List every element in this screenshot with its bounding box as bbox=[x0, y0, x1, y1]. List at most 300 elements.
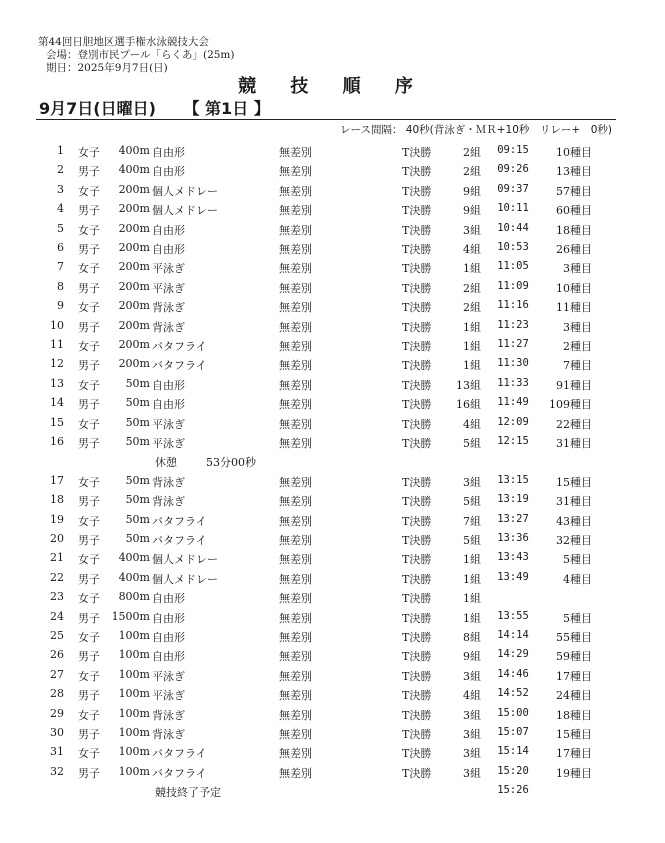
cell-dist: 100m bbox=[118, 629, 150, 642]
cell-event: 59種目 bbox=[556, 650, 592, 664]
day-header bbox=[39, 96, 292, 119]
break-duration: 53分00秒 bbox=[206, 456, 256, 470]
cell-event: 17種目 bbox=[556, 747, 592, 761]
cell-dist: 200m bbox=[118, 279, 150, 293]
cell-type: T決勝 bbox=[402, 262, 432, 276]
cell-class: 無差別 bbox=[279, 650, 312, 664]
cell-sex: 女子 bbox=[78, 301, 100, 315]
cell-type: T決勝 bbox=[402, 728, 432, 741]
cell-class: 無差別 bbox=[279, 534, 312, 547]
cell-event: 5種目 bbox=[563, 611, 592, 625]
cell-heats: 1組 bbox=[463, 572, 481, 586]
cell-time: 14:52 bbox=[497, 687, 529, 700]
cell-class: 無差別 bbox=[279, 708, 312, 722]
cell-heats: 3組 bbox=[463, 728, 481, 741]
table-row bbox=[0, 607, 665, 626]
cell-style: 自由形 bbox=[152, 223, 185, 237]
table-row bbox=[0, 335, 665, 354]
cell-no: 4 bbox=[57, 202, 64, 216]
cell-sex: 女子 bbox=[78, 631, 100, 644]
cell-event: 43種目 bbox=[556, 514, 592, 528]
table-row bbox=[0, 199, 665, 218]
cell-sex: 男子 bbox=[78, 243, 100, 256]
cell-no: 26 bbox=[50, 648, 64, 662]
cell-type: T決勝 bbox=[402, 320, 432, 334]
cell-dist: 100m bbox=[118, 726, 150, 739]
cell-type: T決勝 bbox=[402, 223, 432, 237]
race-interval-note: レース間隔： 40秒(背泳ぎ・ＭＲ+10秒 リレー+ 0秒) bbox=[339, 124, 612, 136]
cell-no: 30 bbox=[50, 726, 64, 739]
cell-class: 無差別 bbox=[279, 378, 312, 392]
cell-no: 7 bbox=[57, 260, 64, 274]
cell-no: 28 bbox=[50, 687, 64, 701]
cell-time: 11:33 bbox=[497, 376, 529, 389]
cell-sex: 女子 bbox=[78, 747, 100, 761]
cell-type: T決勝 bbox=[402, 340, 432, 353]
cell-time: 11:16 bbox=[497, 299, 529, 312]
cell-dist: 100m bbox=[118, 667, 150, 681]
cell-class: 無差別 bbox=[279, 728, 312, 741]
cell-heats: 9組 bbox=[463, 650, 481, 664]
cell-heats: 1組 bbox=[463, 262, 481, 276]
cell-time: 14:46 bbox=[497, 667, 529, 680]
cell-no: 12 bbox=[50, 357, 64, 371]
cell-class: 無差別 bbox=[279, 514, 312, 528]
end-row bbox=[0, 781, 665, 800]
cell-heats: 1組 bbox=[463, 592, 481, 606]
cell-style: 自由形 bbox=[152, 631, 185, 644]
cell-event: 10種目 bbox=[556, 146, 592, 159]
cell-no: 16 bbox=[50, 435, 64, 448]
cell-class: 無差別 bbox=[279, 592, 312, 606]
cell-type: T決勝 bbox=[402, 281, 432, 295]
cell-event: 31種目 bbox=[556, 495, 592, 509]
cell-sex: 男子 bbox=[78, 728, 100, 741]
cell-sex: 女子 bbox=[78, 475, 100, 489]
cell-no: 8 bbox=[57, 279, 64, 293]
cell-event: 55種目 bbox=[556, 631, 592, 644]
cell-time: 11:30 bbox=[497, 357, 529, 370]
cell-style: 平泳ぎ bbox=[152, 669, 185, 683]
day-label: 【 第1日 】 bbox=[183, 99, 270, 118]
cell-no: 15 bbox=[50, 415, 64, 429]
cell-event: 15種目 bbox=[556, 728, 592, 741]
cell-sex: 男子 bbox=[78, 766, 100, 780]
cell-sex: 女子 bbox=[78, 340, 100, 353]
cell-style: 背泳ぎ bbox=[152, 301, 185, 315]
table-row bbox=[0, 374, 665, 393]
cell-style: 自由形 bbox=[152, 243, 185, 256]
table-row bbox=[0, 742, 665, 761]
page-title: 競 技 順 序 bbox=[238, 76, 427, 97]
cell-type: T決勝 bbox=[402, 669, 432, 683]
cell-class: 無差別 bbox=[279, 611, 312, 625]
cell-heats: 2組 bbox=[463, 301, 481, 315]
cell-sex: 男子 bbox=[78, 204, 100, 218]
cell-event: 57種目 bbox=[556, 184, 592, 198]
cell-no: 31 bbox=[50, 745, 64, 759]
cell-heats: 3組 bbox=[463, 708, 481, 722]
cell-class: 無差別 bbox=[279, 631, 312, 644]
cell-class: 無差別 bbox=[279, 204, 312, 218]
cell-class: 無差別 bbox=[279, 398, 312, 412]
table-row bbox=[0, 548, 665, 567]
cell-sex: 女子 bbox=[78, 592, 100, 606]
cell-heats: 1組 bbox=[463, 359, 481, 373]
cell-sex: 男子 bbox=[78, 534, 100, 547]
cell-no: 20 bbox=[50, 532, 64, 545]
cell-dist: 200m bbox=[118, 318, 150, 332]
cell-dist: 400m bbox=[118, 144, 150, 157]
cell-style: 個人メドレー bbox=[152, 572, 218, 586]
cell-style: 個人メドレー bbox=[152, 204, 218, 218]
table-row bbox=[0, 277, 665, 296]
cell-event: 3種目 bbox=[563, 320, 592, 334]
cell-type: T決勝 bbox=[402, 553, 432, 567]
cell-dist: 200m bbox=[118, 202, 150, 216]
cell-no: 14 bbox=[50, 396, 64, 410]
cell-no: 25 bbox=[50, 629, 64, 642]
cell-time: 10:11 bbox=[497, 202, 529, 215]
cell-time: 09:26 bbox=[497, 163, 529, 176]
cell-class: 無差別 bbox=[279, 553, 312, 567]
cell-style: 自由形 bbox=[152, 378, 185, 392]
cell-style: バタフライ bbox=[152, 747, 207, 761]
cell-sex: 男子 bbox=[78, 437, 100, 450]
cell-heats: 4組 bbox=[463, 417, 481, 431]
cell-sex: 男子 bbox=[78, 689, 100, 703]
cell-style: 自由形 bbox=[152, 398, 185, 412]
cell-style: バタフライ bbox=[152, 359, 207, 373]
cell-sex: 女子 bbox=[78, 669, 100, 683]
table-row bbox=[0, 316, 665, 335]
cell-event: 2種目 bbox=[563, 340, 592, 353]
cell-time: 10:53 bbox=[497, 241, 529, 253]
cell-heats: 9組 bbox=[463, 204, 481, 218]
cell-event: 22種目 bbox=[556, 417, 592, 431]
cell-time: 11:27 bbox=[497, 338, 529, 350]
cell-dist: 50m bbox=[125, 493, 150, 507]
cell-heats: 1組 bbox=[463, 611, 481, 625]
cell-class: 無差別 bbox=[279, 320, 312, 334]
cell-event: 19種目 bbox=[556, 766, 592, 780]
cell-type: T決勝 bbox=[402, 495, 432, 509]
cell-class: 無差別 bbox=[279, 184, 312, 198]
cell-style: 自由形 bbox=[152, 611, 185, 625]
table-row bbox=[0, 568, 665, 587]
cell-heats: 3組 bbox=[463, 747, 481, 761]
cell-style: 個人メドレー bbox=[152, 553, 218, 567]
cell-time: 15:07 bbox=[497, 726, 529, 738]
cell-event: 3種目 bbox=[563, 262, 592, 276]
cell-no: 17 bbox=[50, 473, 64, 487]
cell-no: 3 bbox=[57, 182, 64, 196]
cell-class: 無差別 bbox=[279, 495, 312, 509]
cell-style: 平泳ぎ bbox=[152, 437, 185, 450]
cell-style: バタフライ bbox=[152, 534, 207, 547]
cell-time: 11:23 bbox=[497, 318, 529, 331]
cell-time: 09:15 bbox=[497, 144, 529, 156]
cell-no: 11 bbox=[50, 338, 64, 351]
table-row bbox=[0, 490, 665, 509]
cell-no: 27 bbox=[50, 667, 64, 681]
cell-heats: 13組 bbox=[456, 378, 481, 392]
table-row bbox=[0, 393, 665, 412]
cell-no: 5 bbox=[57, 221, 64, 235]
cell-event: 32種目 bbox=[556, 534, 592, 547]
table-row bbox=[0, 723, 665, 742]
cell-heats: 3組 bbox=[463, 223, 481, 237]
table-row bbox=[0, 180, 665, 199]
cell-heats: 1組 bbox=[463, 553, 481, 567]
cell-style: バタフライ bbox=[152, 514, 207, 528]
table-row bbox=[0, 762, 665, 781]
cell-style: 背泳ぎ bbox=[152, 728, 185, 741]
cell-event: 11種目 bbox=[556, 301, 592, 315]
cell-dist: 50m bbox=[125, 396, 150, 410]
header-rule bbox=[36, 119, 616, 120]
table-row bbox=[0, 219, 665, 238]
table-row bbox=[0, 684, 665, 703]
cell-heats: 5組 bbox=[463, 437, 481, 450]
cell-time: 11:09 bbox=[497, 279, 529, 292]
cell-dist: 100m bbox=[118, 687, 150, 701]
cell-type: T決勝 bbox=[402, 378, 432, 392]
cell-event: 13種目 bbox=[556, 165, 592, 179]
end-time: 15:26 bbox=[497, 784, 529, 797]
cell-dist: 200m bbox=[118, 299, 150, 313]
cell-style: 平泳ぎ bbox=[152, 281, 185, 295]
cell-sex: 女子 bbox=[78, 262, 100, 276]
cell-sex: 女子 bbox=[78, 553, 100, 567]
cell-time: 12:15 bbox=[497, 435, 529, 447]
cell-class: 無差別 bbox=[279, 243, 312, 256]
cell-dist: 100m bbox=[118, 764, 150, 778]
cell-time: 12:09 bbox=[497, 415, 529, 428]
cell-type: T決勝 bbox=[402, 243, 432, 256]
cell-event: 26種目 bbox=[556, 243, 592, 256]
cell-time: 11:49 bbox=[497, 396, 529, 409]
cell-dist: 50m bbox=[125, 473, 150, 487]
cell-class: 無差別 bbox=[279, 747, 312, 761]
cell-time: 14:29 bbox=[497, 648, 529, 661]
cell-class: 無差別 bbox=[279, 223, 312, 237]
cell-type: T決勝 bbox=[402, 611, 432, 625]
cell-sex: 女子 bbox=[78, 146, 100, 159]
cell-time: 13:43 bbox=[497, 551, 529, 564]
cell-sex: 男子 bbox=[78, 359, 100, 373]
cell-dist: 50m bbox=[125, 435, 150, 448]
cell-type: T決勝 bbox=[402, 184, 432, 198]
date-line: 期日：2025年9月7日(日) bbox=[46, 62, 168, 74]
cell-time: 11:05 bbox=[497, 260, 529, 273]
cell-sex: 男子 bbox=[78, 165, 100, 179]
cell-dist: 100m bbox=[118, 706, 150, 720]
cell-time: 13:15 bbox=[497, 473, 529, 486]
cell-dist: 100m bbox=[118, 745, 150, 759]
end-label: 競技終了予定 bbox=[155, 786, 221, 800]
cell-no: 18 bbox=[50, 493, 64, 507]
cell-class: 無差別 bbox=[279, 572, 312, 586]
cell-class: 無差別 bbox=[279, 165, 312, 179]
cell-no: 13 bbox=[50, 376, 64, 390]
cell-heats: 9組 bbox=[463, 184, 481, 198]
cell-type: T決勝 bbox=[402, 534, 432, 547]
cell-type: T決勝 bbox=[402, 398, 432, 412]
cell-event: 109種目 bbox=[549, 398, 592, 412]
cell-event: 10種目 bbox=[556, 281, 592, 295]
table-row bbox=[0, 529, 665, 548]
cell-dist: 400m bbox=[118, 551, 150, 565]
cell-heats: 1組 bbox=[463, 320, 481, 334]
cell-no: 10 bbox=[50, 318, 64, 332]
cell-type: T決勝 bbox=[402, 572, 432, 586]
cell-style: 背泳ぎ bbox=[152, 320, 185, 334]
cell-time: 15:20 bbox=[497, 764, 529, 777]
cell-no: 9 bbox=[57, 299, 64, 313]
cell-dist: 50m bbox=[125, 415, 150, 429]
cell-dist: 50m bbox=[125, 376, 150, 390]
cell-event: 91種目 bbox=[556, 378, 592, 392]
cell-heats: 5組 bbox=[463, 534, 481, 547]
cell-no: 22 bbox=[50, 570, 64, 584]
cell-class: 無差別 bbox=[279, 262, 312, 276]
cell-event: 4種目 bbox=[563, 572, 592, 586]
cell-class: 無差別 bbox=[279, 766, 312, 780]
cell-no: 6 bbox=[57, 241, 64, 254]
cell-type: T決勝 bbox=[402, 359, 432, 373]
cell-time: 13:55 bbox=[497, 609, 529, 622]
table-row bbox=[0, 354, 665, 373]
cell-no: 21 bbox=[50, 551, 64, 565]
cell-event: 15種目 bbox=[556, 475, 592, 489]
cell-heats: 7組 bbox=[463, 514, 481, 528]
cell-dist: 200m bbox=[118, 260, 150, 274]
cell-style: バタフライ bbox=[152, 766, 207, 780]
cell-dist: 200m bbox=[118, 182, 150, 196]
table-row bbox=[0, 141, 665, 160]
table-row bbox=[0, 665, 665, 684]
cell-heats: 1組 bbox=[463, 340, 481, 353]
cell-event: 18種目 bbox=[556, 223, 592, 237]
cell-style: 自由形 bbox=[152, 650, 185, 664]
cell-time: 15:14 bbox=[497, 745, 529, 758]
meet-title: 第44回日胆地区選手権水泳競技大会 bbox=[38, 36, 209, 48]
table-row bbox=[0, 257, 665, 276]
table-row bbox=[0, 471, 665, 490]
cell-dist: 200m bbox=[118, 241, 150, 254]
cell-dist: 1500m bbox=[111, 609, 150, 623]
cell-sex: 男子 bbox=[78, 650, 100, 664]
cell-sex: 女子 bbox=[78, 184, 100, 198]
cell-class: 無差別 bbox=[279, 689, 312, 703]
cell-dist: 400m bbox=[118, 163, 150, 177]
table-row bbox=[0, 296, 665, 315]
cell-time: 13:49 bbox=[497, 570, 529, 583]
table-row bbox=[0, 510, 665, 529]
cell-event: 60種目 bbox=[556, 204, 592, 218]
cell-sex: 男子 bbox=[78, 398, 100, 412]
cell-heats: 3組 bbox=[463, 669, 481, 683]
cell-heats: 16組 bbox=[456, 398, 481, 412]
cell-dist: 50m bbox=[125, 532, 150, 545]
table-row bbox=[0, 704, 665, 723]
cell-style: 背泳ぎ bbox=[152, 708, 185, 722]
cell-heats: 3組 bbox=[463, 766, 481, 780]
cell-style: 平泳ぎ bbox=[152, 689, 185, 703]
cell-event: 5種目 bbox=[563, 553, 592, 567]
cell-style: 平泳ぎ bbox=[152, 417, 185, 431]
cell-type: T決勝 bbox=[402, 146, 432, 159]
cell-no: 1 bbox=[57, 144, 64, 157]
cell-type: T決勝 bbox=[402, 747, 432, 761]
cell-event: 31種目 bbox=[556, 437, 592, 450]
cell-class: 無差別 bbox=[279, 301, 312, 315]
table-row bbox=[0, 238, 665, 257]
cell-type: T決勝 bbox=[402, 592, 432, 606]
table-row bbox=[0, 626, 665, 645]
cell-class: 無差別 bbox=[279, 281, 312, 295]
cell-style: 自由形 bbox=[152, 146, 185, 159]
cell-sex: 女子 bbox=[78, 417, 100, 431]
day-date: 9月7日(日曜日) bbox=[39, 99, 156, 118]
cell-class: 無差別 bbox=[279, 340, 312, 353]
cell-class: 無差別 bbox=[279, 359, 312, 373]
cell-sex: 女子 bbox=[78, 223, 100, 237]
cell-type: T決勝 bbox=[402, 514, 432, 528]
table-row bbox=[0, 587, 665, 606]
cell-style: 背泳ぎ bbox=[152, 475, 185, 489]
cell-heats: 4組 bbox=[463, 243, 481, 256]
cell-sex: 男子 bbox=[78, 281, 100, 295]
cell-heats: 2組 bbox=[463, 165, 481, 179]
cell-type: T決勝 bbox=[402, 708, 432, 722]
cell-dist: 200m bbox=[118, 357, 150, 371]
cell-time: 14:14 bbox=[497, 629, 529, 641]
cell-sex: 女子 bbox=[78, 378, 100, 392]
cell-dist: 800m bbox=[118, 590, 150, 604]
cell-no: 19 bbox=[50, 512, 64, 526]
cell-style: 自由形 bbox=[152, 165, 185, 179]
cell-type: T決勝 bbox=[402, 631, 432, 644]
cell-class: 無差別 bbox=[279, 669, 312, 683]
cell-sex: 男子 bbox=[78, 572, 100, 586]
cell-dist: 100m bbox=[118, 648, 150, 662]
cell-heats: 3組 bbox=[463, 475, 481, 489]
cell-sex: 女子 bbox=[78, 514, 100, 528]
cell-time: 13:19 bbox=[497, 493, 529, 506]
cell-type: T決勝 bbox=[402, 165, 432, 179]
cell-time: 15:00 bbox=[497, 706, 529, 719]
cell-time: 13:36 bbox=[497, 532, 529, 544]
cell-heats: 8組 bbox=[463, 631, 481, 644]
cell-style: 個人メドレー bbox=[152, 184, 218, 198]
cell-dist: 200m bbox=[118, 338, 150, 351]
cell-type: T決勝 bbox=[402, 417, 432, 431]
cell-sex: 男子 bbox=[78, 320, 100, 334]
cell-heats: 2組 bbox=[463, 146, 481, 159]
cell-class: 無差別 bbox=[279, 146, 312, 159]
cell-class: 無差別 bbox=[279, 417, 312, 431]
cell-time: 10:44 bbox=[497, 221, 529, 234]
cell-time: 13:27 bbox=[497, 512, 529, 525]
cell-class: 無差別 bbox=[279, 437, 312, 450]
cell-no: 29 bbox=[50, 706, 64, 720]
table-row bbox=[0, 645, 665, 664]
venue-line: 会場：登別市民プール「らくあ」(25m) bbox=[46, 49, 235, 61]
cell-type: T決勝 bbox=[402, 689, 432, 703]
cell-heats: 5組 bbox=[463, 495, 481, 509]
